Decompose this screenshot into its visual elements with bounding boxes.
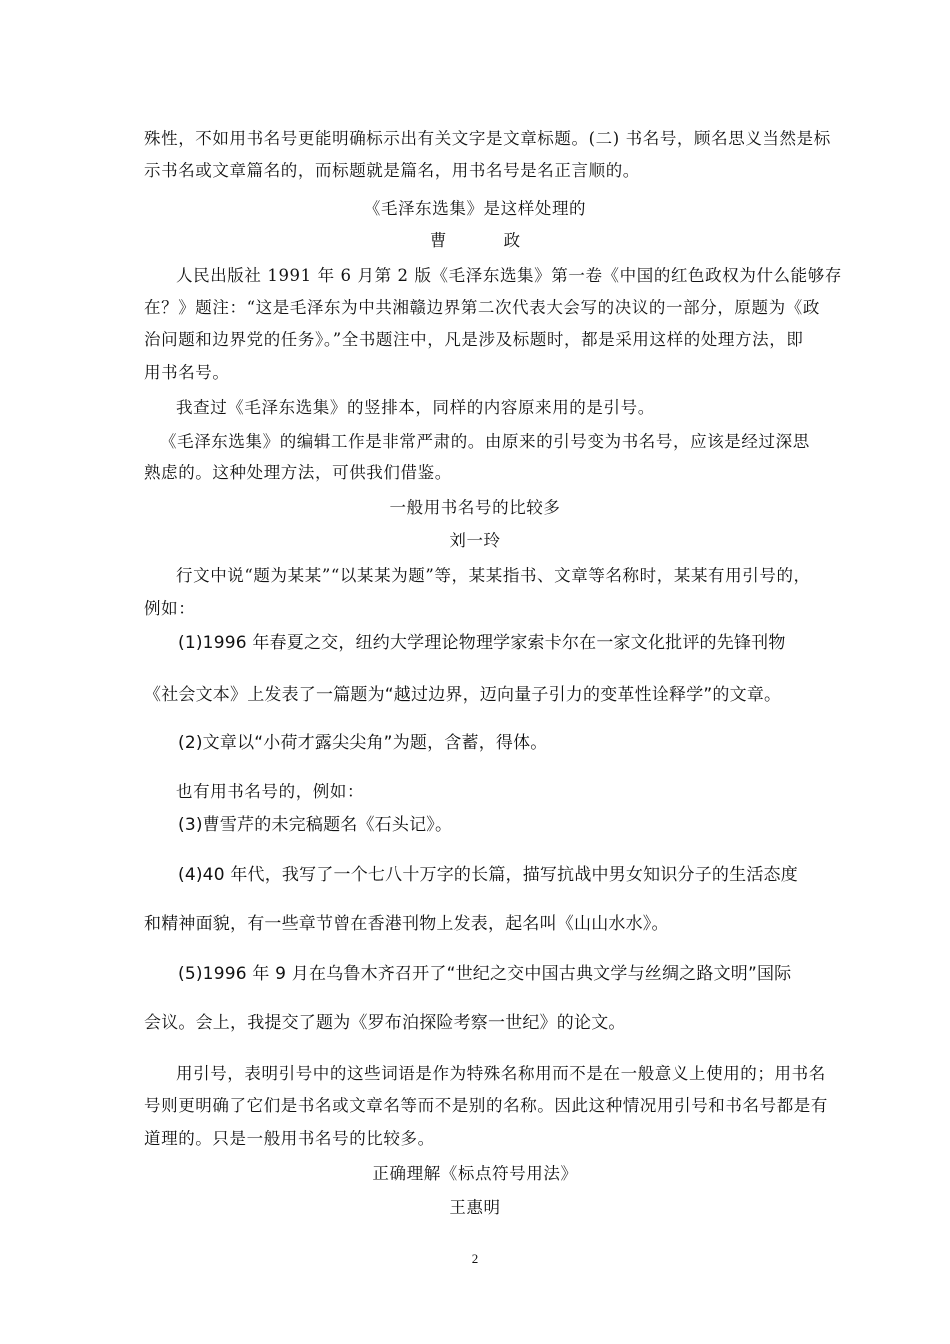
example-line: (5)1996 年 9 月在乌鲁木齐召开了“世纪之交中国古典文学与丝绸之路文明”国际: [178, 964, 792, 984]
example-line: 会议。会上，我提交了题为《罗布泊探险考察一世纪》的论文。: [144, 1013, 626, 1033]
example-line: (4)40 年代，我写了一个七八十万字的长篇，描写抗战中男女知识分子的生活态度: [178, 865, 798, 885]
example-line: 《社会文本》上发表了一篇题为“越过边界，迈向量子引力的变革性诠释学”的文章。: [144, 685, 782, 705]
paragraph-line: 在？》题注：“这是毛泽东为中共湘赣边界第二次代表大会写的决议的一部分，原题为《政: [144, 298, 820, 317]
section-title: 正确理解《标点符号用法》: [372, 1164, 578, 1183]
paragraph-line: 也有用书名号的，例如：: [176, 782, 365, 801]
paragraph-line: 示书名或文章篇名的，而标题就是篇名，用书名号是名正言顺的。: [144, 161, 640, 180]
section-author: 刘一玲: [449, 531, 501, 550]
example-line: (3)曹雪芹的未完稿题名《石头记》。: [178, 815, 453, 835]
paragraph-line: 行文中说“题为某某”“以某某为题”等，某某指书、文章等名称时，某某有用引号的，: [176, 566, 811, 585]
paragraph-line: 《毛泽东选集》的编辑工作是非常严肃的。由原来的引号变为书名号，应该是经过深思: [160, 432, 810, 451]
paragraph-line: 我查过《毛泽东选集》的竖排本，同样的内容原来用的是引号。: [176, 398, 655, 417]
example-line: 和精神面貌，有一些章节曾在香港刊物上发表，起名叫《山山水水》。: [144, 914, 669, 934]
paragraph-line: 人民出版社 1991 年 6 月第 2 版《毛泽东选集》第一卷《中国的红色政权为什么能够存: [176, 266, 842, 285]
example-line: (1)1996 年春夏之交，纽约大学理论物理学家索卡尔在一家文化批评的先锋刊物: [178, 633, 786, 653]
paragraph-line: 殊性，不如用书名号更能明确标示出有关文字是文章标题。(二) 书名号，顾名思义当然是标: [144, 129, 831, 148]
section-title: 一般用书名号的比较多: [389, 498, 561, 517]
section-author: 曹 政: [429, 231, 547, 250]
paragraph-line: 熟虑的。这种处理方法，可供我们借鉴。: [144, 463, 452, 482]
page-number: 2: [471, 1251, 479, 1266]
paragraph-line: 用书名号。: [144, 363, 230, 382]
section-author: 王惠明: [449, 1198, 501, 1217]
paragraph-line: 号则更明确了它们是书名或文章名等而不是别的名称。因此这种情况用引号和书名号都是有: [144, 1096, 828, 1115]
section-title: 《毛泽东选集》是这样处理的: [363, 199, 587, 218]
paragraph-line: 治问题和边界党的任务》。”全书题注中，凡是涉及标题时，都是采用这样的处理方法，即: [144, 330, 804, 349]
paragraph-line: 道理的。只是一般用书名号的比较多。: [144, 1129, 435, 1148]
paragraph-line: 用引号，表明引号中的这些词语是作为特殊名称用而不是在一般意义上使用的；用书名: [176, 1064, 826, 1083]
example-line: (2)文章以“小荷才露尖尖角”为题，含蓄，得体。: [178, 733, 548, 753]
paragraph-line: 例如：: [144, 599, 196, 618]
